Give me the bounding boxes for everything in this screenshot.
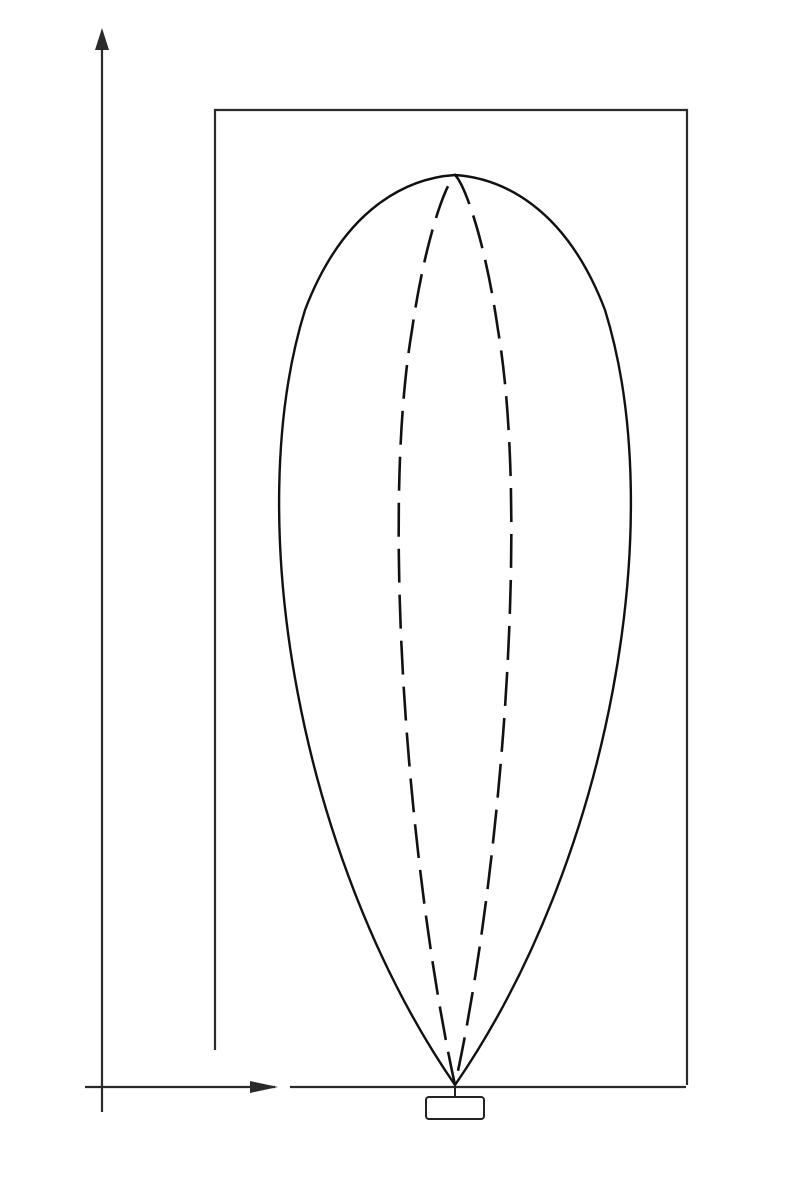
x-axis-arrow-icon xyxy=(250,1081,278,1093)
y-axis-arrow-icon xyxy=(95,28,109,50)
outer-intensity-curve xyxy=(279,175,631,1085)
plot-frame xyxy=(215,110,687,1085)
inner-intensity-curve xyxy=(399,175,512,1085)
lamp-icon xyxy=(426,1097,484,1119)
